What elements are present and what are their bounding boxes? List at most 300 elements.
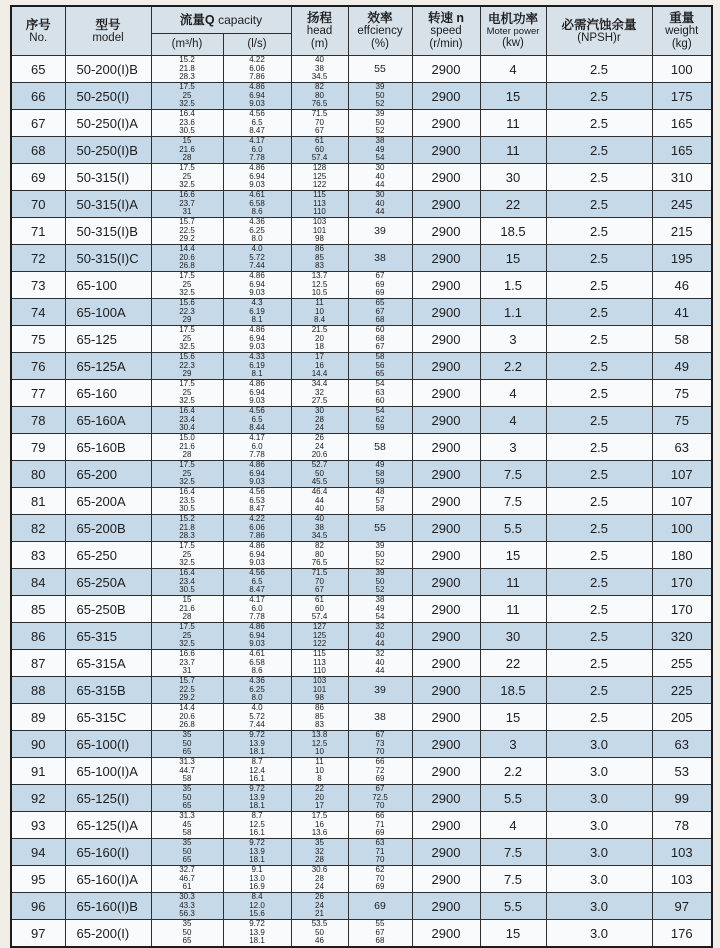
cell-ls — [223, 353, 291, 380]
cell-value: 20.6 — [179, 711, 195, 721]
cell-no: 80 — [11, 461, 65, 488]
cell-value: 50 — [375, 117, 385, 127]
cell-power: 3 — [480, 731, 546, 758]
cell-no: 88 — [11, 677, 65, 704]
table-row — [11, 191, 712, 218]
cell-value: 62 — [375, 865, 385, 875]
cell-value: 60 — [315, 144, 324, 154]
cell-power: 4 — [480, 407, 546, 434]
cell-power: 7.5 — [480, 839, 546, 866]
cell-value: 7.78 — [249, 450, 265, 460]
cell-value: 32.5 — [179, 639, 195, 649]
cell-value: 17.5 — [179, 163, 195, 173]
cell-value: 4.36 — [249, 217, 265, 227]
cell-model: 65-250B — [65, 596, 151, 623]
cell-value: 122 — [312, 180, 327, 190]
cell-npsh: 2.5 — [546, 515, 652, 542]
cell-value: 15 — [182, 136, 192, 146]
cell-ls — [223, 839, 291, 866]
cell-value: 35 — [315, 838, 324, 848]
col-header-efficiency-unit: (%) — [371, 37, 389, 50]
cell-m3h — [151, 164, 223, 191]
cell-value: 50 — [182, 792, 192, 802]
col-header-no-zh: 序号 — [25, 17, 51, 32]
cell-value: 73 — [375, 738, 385, 748]
cell-model: 65-315C — [65, 704, 151, 731]
cell-value: 54 — [375, 153, 385, 163]
cell-m3h — [151, 191, 223, 218]
cell-no: 66 — [11, 83, 65, 110]
cell-value: 13.9 — [249, 846, 265, 856]
cell-m3h — [151, 461, 223, 488]
cell-weight: 195 — [652, 245, 712, 272]
cell-no: 89 — [11, 704, 65, 731]
cell-m3h — [151, 650, 223, 677]
table-row — [11, 272, 712, 299]
cell-power: 4 — [480, 56, 546, 83]
cell-value: 52 — [375, 99, 385, 109]
cell-value: 8.4 — [313, 315, 326, 325]
cell-value: 20 — [315, 792, 324, 802]
cell-weight: 107 — [652, 461, 712, 488]
cell-value: 14.4 — [179, 244, 195, 254]
cell-value: 60 — [375, 396, 385, 406]
cell-value: 16 — [315, 819, 324, 829]
cell-value: 12.5 — [249, 819, 265, 829]
cell-value: 60 — [375, 325, 385, 335]
cell-weight: 175 — [652, 83, 712, 110]
cell-value: 6.94 — [249, 171, 265, 181]
cell-model: 50-315(I)B — [65, 218, 151, 245]
cell-model: 65-160(I)B — [65, 893, 151, 920]
cell-value: 26.8 — [179, 261, 195, 271]
cell-npsh: 2.5 — [546, 83, 652, 110]
cell-value: 20 — [315, 333, 324, 343]
cell-value: 50 — [375, 576, 385, 586]
cell-weight: 100 — [652, 56, 712, 83]
cell-ls — [223, 218, 291, 245]
cell-head — [291, 164, 348, 191]
cell-value: 8.47 — [249, 504, 265, 514]
cell-m3h — [151, 326, 223, 353]
cell-m3h — [151, 434, 223, 461]
cell-value: 16 — [315, 360, 324, 370]
cell-value: 65 — [182, 747, 192, 757]
cell-value: 13.6 — [311, 828, 328, 838]
cell-speed: 2900 — [412, 596, 480, 623]
cell-weight: 165 — [652, 110, 712, 137]
cell-value: 17.5 — [179, 325, 195, 335]
cell-head — [291, 434, 348, 461]
cell-value: 6.58 — [249, 198, 265, 208]
cell-speed: 2900 — [412, 650, 480, 677]
cell-weight: 63 — [652, 731, 712, 758]
cell-value: 30.4 — [179, 423, 195, 433]
cell-value: 115 — [313, 190, 326, 200]
cell-eff — [348, 623, 412, 650]
cell-ls — [223, 704, 291, 731]
cell-value: 52 — [375, 126, 385, 136]
cell-value: 4.56 — [249, 568, 265, 578]
cell-head — [291, 83, 348, 110]
cell-eff — [348, 650, 412, 677]
cell-value: 39 — [374, 224, 386, 237]
cell-value: 29.2 — [179, 693, 195, 703]
cell-head — [291, 785, 348, 812]
cell-value: 13.9 — [249, 927, 265, 937]
cell-head — [291, 245, 348, 272]
cell-weight: 75 — [652, 407, 712, 434]
table-row — [11, 623, 712, 650]
cell-ls — [223, 542, 291, 569]
cell-eff — [348, 407, 412, 434]
cell-model: 50-315(I)A — [65, 191, 151, 218]
cell-eff — [348, 677, 412, 704]
cell-value: 50 — [375, 90, 385, 100]
cell-value: 6.58 — [249, 657, 265, 667]
cell-value: 35 — [182, 730, 192, 740]
cell-no: 79 — [11, 434, 65, 461]
cell-model: 65-315 — [65, 623, 151, 650]
cell-head — [291, 407, 348, 434]
cell-npsh: 2.5 — [546, 596, 652, 623]
cell-head — [291, 110, 348, 137]
cell-value: 67 — [375, 784, 385, 794]
cell-speed: 2900 — [412, 785, 480, 812]
cell-ls — [223, 434, 291, 461]
cell-value: 32 — [375, 622, 385, 632]
cell-speed: 2900 — [412, 866, 480, 893]
cell-value: 98 — [315, 234, 324, 244]
cell-value: 32.5 — [179, 180, 195, 190]
cell-value: 23.5 — [179, 495, 195, 505]
cell-m3h — [151, 542, 223, 569]
cell-value: 18.1 — [249, 747, 265, 757]
cell-eff — [348, 839, 412, 866]
cell-value: 125 — [312, 630, 327, 640]
cell-value: 9.03 — [249, 558, 265, 568]
cell-eff — [348, 461, 412, 488]
cell-value: 58 — [182, 774, 192, 784]
cell-value: 46 — [315, 936, 324, 946]
cell-value: 6.5 — [251, 117, 263, 127]
cell-value: 8.47 — [249, 126, 265, 136]
cell-speed: 2900 — [412, 515, 480, 542]
cell-value: 6.5 — [251, 576, 263, 586]
cell-value: 52 — [375, 558, 385, 568]
cell-model: 65-315A — [65, 650, 151, 677]
cell-eff — [348, 137, 412, 164]
cell-value: 67 — [375, 927, 385, 937]
cell-m3h — [151, 380, 223, 407]
cell-value: 14.4 — [311, 369, 328, 379]
table-row — [11, 83, 712, 110]
cell-speed: 2900 — [412, 299, 480, 326]
cell-value: 63 — [375, 387, 385, 397]
cell-value: 80 — [315, 90, 324, 100]
col-header-speed-unit: (r/min) — [429, 37, 463, 50]
cell-value: 6.25 — [249, 225, 265, 235]
cell-value: 9.03 — [249, 477, 265, 487]
cell-model: 65-200 — [65, 461, 151, 488]
col-header-power-unit: (kw) — [502, 37, 524, 49]
cell-value: 32 — [315, 387, 324, 397]
cell-weight: 205 — [652, 704, 712, 731]
cell-weight: 255 — [652, 650, 712, 677]
cell-npsh: 3.0 — [546, 785, 652, 812]
cell-power: 5.5 — [480, 785, 546, 812]
table-row — [11, 839, 712, 866]
table-row — [11, 461, 712, 488]
col-header-weight-zh: 重量 — [669, 11, 695, 26]
cell-weight: 99 — [652, 785, 712, 812]
cell-value: 40 — [375, 657, 385, 667]
cell-value: 8.7 — [251, 811, 263, 821]
cell-no: 92 — [11, 785, 65, 812]
col-header-ls — [223, 34, 291, 56]
cell-eff — [348, 245, 412, 272]
table-row — [11, 596, 712, 623]
cell-value: 8.4 — [251, 892, 263, 902]
cell-m3h — [151, 839, 223, 866]
cell-m3h — [151, 758, 223, 785]
cell-value: 22 — [315, 784, 324, 794]
cell-value: 58 — [375, 352, 385, 362]
cell-value: 20.6 — [311, 450, 328, 460]
cell-power: 15 — [480, 920, 546, 948]
cell-value: 21 — [315, 909, 324, 919]
cell-value: 4.86 — [249, 82, 265, 92]
cell-value: 103 — [312, 676, 327, 686]
cell-head — [291, 326, 348, 353]
cell-value: 32.5 — [179, 396, 195, 406]
cell-weight: 215 — [652, 218, 712, 245]
cell-model: 65-125 — [65, 326, 151, 353]
cell-value: 4.17 — [249, 433, 265, 443]
col-header-power-en: Moter power — [486, 26, 540, 37]
cell-npsh: 2.5 — [546, 191, 652, 218]
cell-model: 65-125(I) — [65, 785, 151, 812]
cell-value: 71 — [375, 846, 385, 856]
cell-value: 50 — [375, 549, 385, 559]
cell-value: 65 — [182, 801, 192, 811]
cell-value: 125 — [312, 171, 327, 181]
cell-value: 17.5 — [179, 622, 195, 632]
cell-value: 103 — [312, 217, 327, 227]
cell-npsh: 2.5 — [546, 677, 652, 704]
cell-value: 4.36 — [249, 676, 265, 686]
cell-value: 35 — [182, 838, 192, 848]
cell-no: 91 — [11, 758, 65, 785]
cell-value: 58 — [375, 468, 385, 478]
cell-value: 127 — [312, 622, 327, 632]
cell-value: 52 — [375, 585, 385, 595]
cell-value: 30.5 — [179, 126, 195, 136]
cell-head — [291, 488, 348, 515]
cell-value: 25 — [182, 171, 192, 181]
cell-value: 32.5 — [179, 288, 195, 298]
col-header-model — [65, 6, 151, 56]
cell-speed: 2900 — [412, 218, 480, 245]
cell-value: 53.5 — [311, 919, 328, 929]
cell-speed: 2900 — [412, 704, 480, 731]
cell-value: 4.3 — [251, 298, 263, 308]
cell-value: 58 — [374, 440, 386, 453]
cell-weight: 63 — [652, 434, 712, 461]
cell-value: 70 — [315, 117, 324, 127]
cell-head — [291, 380, 348, 407]
cell-value: 8.44 — [249, 423, 265, 433]
cell-ls — [223, 56, 291, 83]
cell-value: 67 — [375, 271, 385, 281]
cell-power: 7.5 — [480, 488, 546, 515]
col-header-ls-label: (l/s) — [247, 38, 267, 50]
cell-value: 70 — [315, 576, 324, 586]
cell-value: 56 — [375, 360, 385, 370]
cell-ls — [223, 893, 291, 920]
cell-head — [291, 812, 348, 839]
cell-m3h — [151, 569, 223, 596]
cell-m3h — [151, 245, 223, 272]
cell-weight: 41 — [652, 299, 712, 326]
cell-value: 39 — [375, 541, 385, 551]
cell-value: 7.78 — [249, 612, 265, 622]
cell-model: 65-100 — [65, 272, 151, 299]
cell-speed: 2900 — [412, 488, 480, 515]
cell-value: 49 — [375, 460, 385, 470]
cell-ls — [223, 137, 291, 164]
cell-weight: 49 — [652, 353, 712, 380]
cell-value: 14.4 — [179, 703, 195, 713]
cell-no: 69 — [11, 164, 65, 191]
cell-value: 83 — [315, 720, 324, 730]
cell-value: 30 — [375, 163, 385, 173]
cell-value: 46.7 — [179, 873, 195, 883]
cell-head — [291, 596, 348, 623]
cell-power: 5.5 — [480, 893, 546, 920]
cell-value: 57.4 — [311, 153, 328, 163]
cell-value: 4.17 — [249, 595, 265, 605]
cell-weight: 320 — [652, 623, 712, 650]
cell-model: 65-100(I) — [65, 731, 151, 758]
cell-weight: 97 — [652, 893, 712, 920]
table-row — [11, 110, 712, 137]
cell-value: 49 — [375, 603, 385, 613]
cell-no: 65 — [11, 56, 65, 83]
cell-model: 65-200(I) — [65, 920, 151, 948]
cell-no: 73 — [11, 272, 65, 299]
cell-value: 8.0 — [251, 234, 263, 244]
cell-power: 11 — [480, 137, 546, 164]
cell-value: 69 — [375, 828, 385, 838]
cell-value: 8.0 — [251, 693, 263, 703]
col-header-efficiency-en: effciency — [357, 25, 403, 38]
cell-value: 60 — [315, 603, 324, 613]
cell-weight: 165 — [652, 137, 712, 164]
cell-value: 82 — [315, 541, 324, 551]
cell-value: 30 — [375, 190, 385, 200]
cell-model: 65-100(I)A — [65, 758, 151, 785]
cell-value: 40 — [315, 504, 324, 514]
cell-value: 8.6 — [251, 666, 263, 676]
table-row — [11, 785, 712, 812]
table-row — [11, 56, 712, 83]
cell-value: 22.3 — [179, 306, 195, 316]
cell-m3h — [151, 407, 223, 434]
cell-ls — [223, 488, 291, 515]
cell-value: 26 — [315, 433, 324, 443]
table-header — [11, 6, 712, 56]
cell-weight: 75 — [652, 380, 712, 407]
cell-model: 65-125A — [65, 353, 151, 380]
cell-value: 54 — [375, 612, 385, 622]
cell-value: 12.5 — [311, 279, 328, 289]
cell-value: 59 — [375, 423, 385, 433]
cell-value: 13.0 — [249, 873, 265, 883]
cell-value: 6.94 — [249, 630, 265, 640]
cell-value: 10 — [315, 306, 324, 316]
table-row — [11, 650, 712, 677]
cell-value: 50 — [315, 468, 324, 478]
cell-npsh: 2.5 — [546, 56, 652, 83]
table-row — [11, 704, 712, 731]
cell-value: 16.6 — [179, 649, 195, 659]
col-header-efficiency — [348, 6, 412, 56]
cell-value: 4.86 — [249, 622, 265, 632]
cell-ls — [223, 677, 291, 704]
cell-model: 65-200B — [65, 515, 151, 542]
table-row — [11, 758, 712, 785]
cell-npsh: 3.0 — [546, 866, 652, 893]
cell-model: 65-160 — [65, 380, 151, 407]
cell-value: 6.0 — [251, 144, 263, 154]
table-row — [11, 515, 712, 542]
cell-model: 50-200(I)B — [65, 56, 151, 83]
cell-value: 29 — [182, 315, 192, 325]
cell-model: 65-160B — [65, 434, 151, 461]
cell-value: 26 — [315, 892, 324, 902]
cell-value: 82 — [315, 82, 324, 92]
cell-model: 50-250(I) — [65, 83, 151, 110]
cell-value: 9.03 — [249, 639, 265, 649]
cell-eff — [348, 812, 412, 839]
cell-eff — [348, 488, 412, 515]
cell-value: 21.5 — [311, 325, 328, 335]
cell-value: 44 — [375, 639, 385, 649]
cell-value: 38 — [374, 710, 386, 723]
cell-no: 86 — [11, 623, 65, 650]
cell-value: 32.5 — [179, 342, 195, 352]
cell-speed: 2900 — [412, 191, 480, 218]
cell-speed: 2900 — [412, 380, 480, 407]
cell-value: 21.6 — [179, 441, 195, 451]
cell-value: 26.8 — [179, 720, 195, 730]
cell-npsh: 3.0 — [546, 812, 652, 839]
cell-value: 6.06 — [249, 63, 265, 73]
cell-value: 4.86 — [249, 325, 265, 335]
table-row — [11, 866, 712, 893]
col-header-speed-en: speed — [430, 25, 462, 38]
cell-value: 16.4 — [179, 487, 195, 497]
cell-value: 17 — [315, 352, 324, 362]
cell-ls — [223, 326, 291, 353]
cell-value: 8.1 — [251, 315, 263, 325]
col-header-speed — [412, 6, 480, 56]
cell-m3h — [151, 353, 223, 380]
cell-value: 16.1 — [249, 828, 265, 838]
cell-value: 39 — [375, 568, 385, 578]
cell-npsh: 2.5 — [546, 488, 652, 515]
